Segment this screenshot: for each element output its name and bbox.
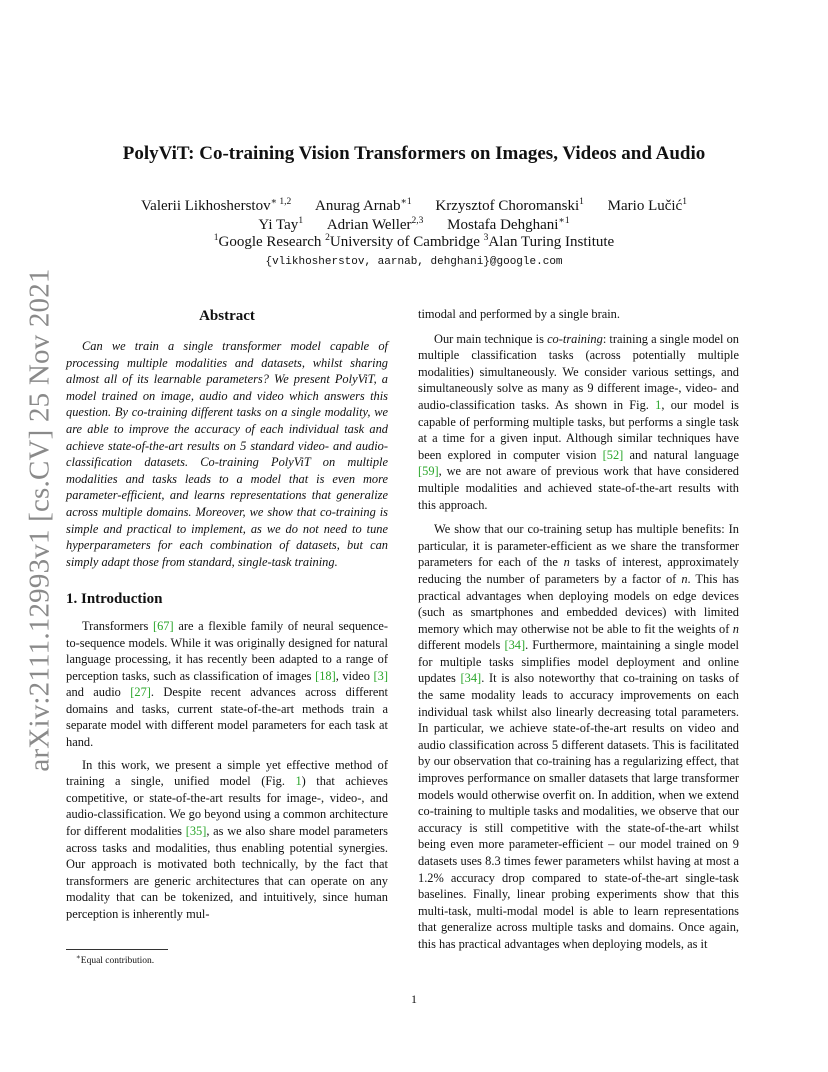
citation-link[interactable]: [59]: [418, 464, 439, 479]
author: Anurag Arnab$^{∗1}$: [315, 197, 412, 214]
authors-line-2: [70, 212, 758, 235]
author-emails: {vlikhosherstov, aarnab, dehghani}@google.com: [265, 256, 563, 268]
figure-link[interactable]: 1: [295, 774, 302, 789]
abstract-heading: Abstract: [199, 308, 255, 324]
abstract-text: Can we train a single transformer model capable of processing multiple modalities and datasets, whilst sharing almost all of its learnable parameters? We present PolyViT, a model trained on image, audio and video which answers this question. By co-training different tasks on a single modality, we are able to improve the accuracy of each individual task and achieve state-of-the-art results on 5 standard video- and audio-classification datasets. Co-training PolyViT on multiple modalities and tasks leads to a model that is even more parameter-efficient, and learns representations that generalize across multiple domains. Moreover, we show that co-training is simple and practical to implement, as we do not need to tune hyperparameters for each combination of datasets, but can simply adapt those from standard, single-task training.: [66, 339, 388, 569]
author: Mostafa Dehghani$^{∗1}$: [447, 216, 570, 233]
figure-link[interactable]: 1: [655, 397, 662, 412]
citation-link[interactable]: [52]: [602, 447, 624, 462]
section-heading: 1. Introduction: [66, 591, 163, 608]
citation-link[interactable]: [35]: [185, 824, 207, 839]
citation-link[interactable]: [34]: [460, 671, 482, 686]
intro-paragraph-3: Our main technique is co-training: training a single model on multiple classification tasks (across potentially multiple modalities) simultaneously. We consider various settings, and simultaneously solve as many as 9 different image-, video- and audio-classification tasks. As shown in Fig. 1, our model is capable of performing multiple tasks, but performs a single task at a time for a given input. Although similar techniques have been explored in computer vision [52] and natural language [59], we are not aware of previous work that have considered multiple modalities and achieved state-of-the-art results with this approach.: [418, 331, 739, 512]
paper-title: PolyViT: Co-training Vision Transformers on Images, Videos and Audio: [122, 143, 706, 164]
right-column: [418, 306, 739, 953]
citation-link[interactable]: [18]: [315, 668, 336, 683]
affiliations: $^1$Google Research $^2$University of Cambridge $^3$Alan Turing Institute: [213, 233, 615, 250]
footnote-rule: [66, 949, 168, 950]
citation-link[interactable]: [67]: [152, 618, 174, 633]
footnote: ∗Equal contribution.: [76, 953, 155, 967]
author: Valerii Likhosherstov$^{∗ 1,2}$: [141, 197, 292, 214]
page-number: 1: [411, 992, 417, 1006]
author: Krzysztof Choromanski$^1$: [435, 197, 584, 214]
citation-link[interactable]: [34]: [504, 638, 526, 653]
author: Mario Lučić$^1$: [607, 197, 687, 214]
arxiv-id: arXiv:2111.12993v1 [cs.CV] 25 Nov 2021: [23, 268, 56, 772]
author: Adrian Weller$^{2,3}$: [326, 216, 424, 233]
left-column: [66, 306, 388, 923]
continued-paragraph: timodal and performed by a single brain.: [418, 307, 620, 321]
arxiv-stamp: [16, 270, 64, 770]
intro-paragraph-2: In this work, we present a simple yet effective method of training a single, unified model (Fig. 1) that achieves competitive, or state-of-the-art results for image-, video-, and audio-classification. We go beyond using a common architecture for different modalities [35], as we also share model parameters across tasks and modalities, thus enabling potential synergies. Our approach is motivated both technically, by the fact that transformers are generic architectures that can operate on any modality that can be tokenized, and intuitively, since human perception is inherently mul-: [66, 757, 389, 921]
citation-link[interactable]: [3]: [373, 668, 388, 683]
intro-paragraph-1: Transformers [67] are a flexible family of neural sequence-to-sequence models. While it was originally designed for natural language processing, it has recently been adapted to a range of perception tasks, such as classification of images [18], video [3] and audio [27]. Despite recent advances across different domains and tasks, current state-of-the-art methods train a separate model with different model parameters for each task at hand.: [66, 618, 388, 750]
author: Yi Tay$^1$: [258, 216, 304, 233]
citation-link[interactable]: [27]: [130, 685, 151, 700]
intro-paragraph-4: We show that our co-training setup has multiple benefits: In particular, it is parameter-efficient as we share the transformer parameters for each of the n tasks of interest, approximately reducing the number of parameters by a factor of n. This has practical advantages when deploying models on edge devices (such as smartphones and embedded devices) with limited memory which may otherwise not be able to fit the weights of n different models [34]. Furthermore, maintaining a single model for multiple tasks simplifies model deployment and online updates [34]. It is also noteworthy that co-training on tasks of the same modality leads to accuracy improvements on each individual task whilst also linearly decreasing total parameters. In particular, we achieve state-of-the-art results on video and audio classification across 5 different datasets. This is facilitated by our observation that co-training has a regularizing effect, that improves performance on smaller datasets that large transformer models would otherwise overfit on. In addition, when we extend co-training to multiple tasks and modalities, we observe that our accuracy is still competitive with the state-of-the-art whilst being even more parameter-efficient – our model trained on 9 datasets uses 8.3 times fewer parameters whilst having at most a 1.2% accuracy drop compared to state-of-the-art single-task baselines. Finally, linear probing experiments show that this multi-task, multi-modal model is able to learn representations that generalize across multiple tasks and domains. Once again, this has practical advantages when deploying models, as it: [418, 522, 740, 951]
